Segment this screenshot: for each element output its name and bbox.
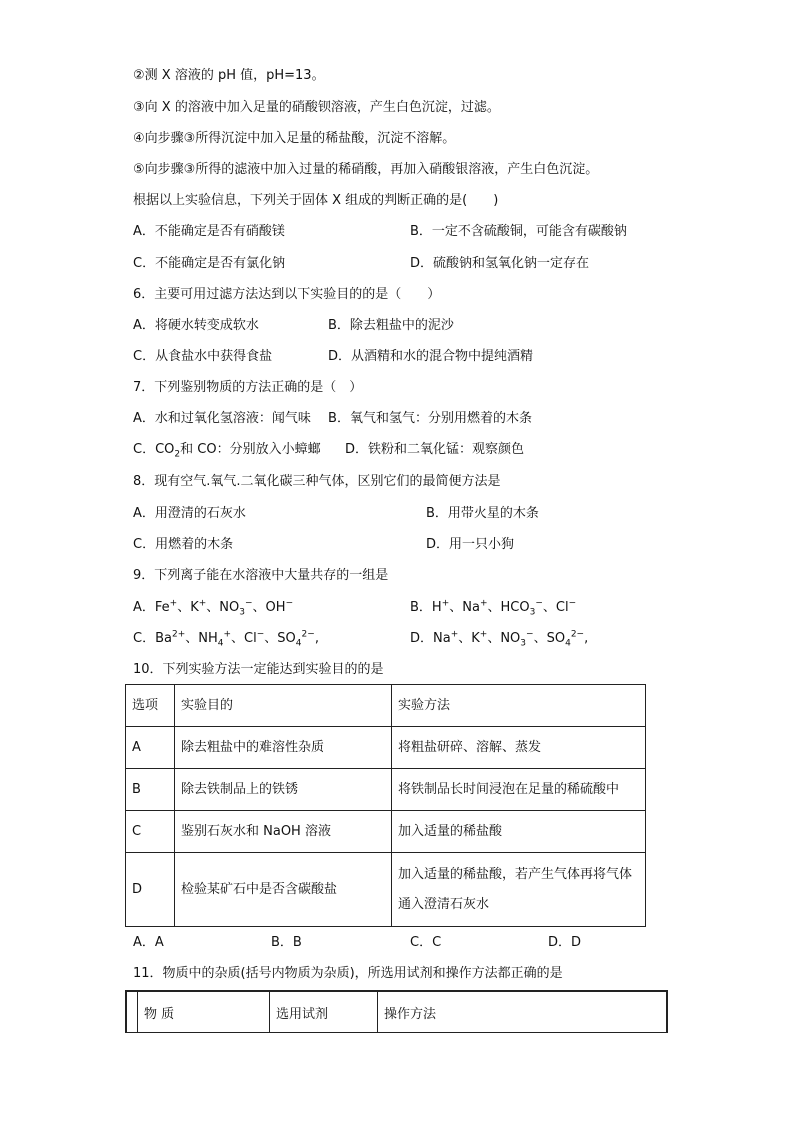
step-5: ⑤向步骤③所得的滤液中加入过量的稀硝酸，再加入硝酸银溶液，产生白色沉淀。: [133, 162, 599, 177]
row-b-purpose: 除去铁制品上的铁锈: [175, 769, 392, 811]
row-d-method: 加入适量的稀盐酸，若产生气体再将气体通入澄清石灰水: [392, 853, 646, 927]
q10-table: [125, 684, 646, 927]
q8-option-d: D．用一只小狗: [426, 537, 515, 552]
q6-option-d: D．从酒精和水的混合物中提纯酒精: [328, 349, 534, 364]
q9-option-d: D．Na+、K+、$NO_3^-$、$SO_4^{2-}$,: [410, 629, 589, 649]
q6-option-b: B．除去粗盐中的泥沙: [328, 318, 454, 333]
q6-option-c: C．从食盐水中获得食盐: [133, 349, 273, 364]
q5-option-a: A．不能确定是否有硝酸镁: [133, 224, 285, 239]
row-a-purpose: 除去粗盐中的难溶性杂质: [175, 727, 392, 769]
table-row: [126, 769, 646, 811]
q7-stem: 7．下列鉴别物质的方法正确的是（ ）: [133, 380, 363, 395]
q8-stem: 8．现有空气.氧气.二氧化碳三种气体，区别它们的最简便方法是: [133, 474, 501, 489]
header-option: 选项: [126, 685, 175, 727]
q6-stem: 6．主要可用过滤方法达到以下实验目的的是（ ）: [133, 287, 441, 302]
q5-option-c: C．不能确定是否有氯化钠: [133, 256, 286, 271]
header-operation: 操作方法: [378, 991, 668, 1033]
row-b-option: B: [126, 769, 175, 811]
row-c-purpose: 鉴别石灰水和 NaOH 溶液: [175, 811, 392, 853]
q8-option-b: B．用带火星的木条: [426, 506, 539, 521]
q11-stem: 11．物质中的杂质(括号内物质为杂质)，所选用试剂和操作方法都正确的是: [133, 966, 563, 981]
step-3: ③向 X 的溶液中加入足量的硝酸钡溶液，产生白色沉淀，过滤。: [133, 100, 500, 115]
table-row: [126, 853, 646, 927]
table-row: [126, 727, 646, 769]
q7-option-c-pre: C．CO: [133, 442, 175, 457]
row-d-purpose: 检验某矿石中是否含碳酸盐: [175, 853, 392, 927]
row-b-method: 将铁制品长时间浸泡在足量的稀硫酸中: [392, 769, 646, 811]
q5-option-b: B．一定不含硫酸铜，可能含有碳酸钠: [410, 224, 627, 239]
q5-option-d: D．硫酸钠和氢氧化钠一定存在: [410, 256, 590, 271]
q10-option-d: D．D: [548, 935, 582, 950]
q9-option-c: C．$Ba^{2+}$、$NH_4^+$、Cl−、$SO_4^{2-}$,: [133, 629, 319, 649]
row-c-method: 加入适量的稀盐酸: [392, 811, 646, 853]
q9-option-b: B．H+、Na+、$HCO_3^-$、Cl−: [410, 598, 577, 618]
q10-option-a: A．A: [133, 935, 164, 950]
header-substance: 物 质: [138, 991, 270, 1033]
q8-option-a: A．用澄清的石灰水: [133, 506, 246, 521]
row-d-option: D: [126, 853, 175, 927]
q10-stem: 10．下列实验方法一定能达到实验目的的是: [133, 662, 384, 677]
q9-option-a: A．Fe+、K+、$NO_3^-$、OH−: [133, 598, 294, 618]
row-a-option: A: [126, 727, 175, 769]
table-header-row: [126, 685, 646, 727]
q11-table: [125, 990, 668, 1033]
step-4: ④向步骤③所得沉淀中加入足量的稀盐酸，沉淀不溶解。: [133, 131, 456, 146]
q9-stem: 9．下列离子能在水溶液中大量共存的一组是: [133, 568, 389, 583]
q7-option-ab: A．水和过氧化氢溶液：闻气味 B．氧气和氢气：分别用燃着的木条: [133, 411, 532, 426]
step-2: ②测 X 溶液的 pH 值，pH=13。: [133, 68, 325, 83]
q10-option-c: C．C: [410, 935, 442, 950]
header-reagent: 选用试剂: [270, 991, 378, 1033]
row-a-method: 将粗盐研碎、溶解、蒸发: [392, 727, 646, 769]
q10-option-b: B．B: [271, 935, 302, 950]
table-header-row: [126, 991, 667, 1033]
q8-option-c: C．用燃着的木条: [133, 537, 234, 552]
q5-stem: 根据以上实验信息，下列关于固体 X 组成的判断正确的是( ): [133, 193, 499, 208]
q7-option-d: D．铁粉和二氧化锰：观察颜色: [345, 442, 525, 457]
q6-option-a: A．将硬水转变成软水: [133, 318, 259, 333]
q7-option-c-post: 和 CO：分别放入小蟑螂: [180, 442, 321, 457]
table-row: [126, 811, 646, 853]
table-blank-cell: [126, 991, 138, 1033]
q7-option-c: [133, 441, 321, 459]
header-method: 实验方法: [392, 685, 646, 727]
q7-option-c-sub: 2: [174, 449, 181, 460]
row-c-option: C: [126, 811, 175, 853]
header-purpose: 实验目的: [175, 685, 392, 727]
